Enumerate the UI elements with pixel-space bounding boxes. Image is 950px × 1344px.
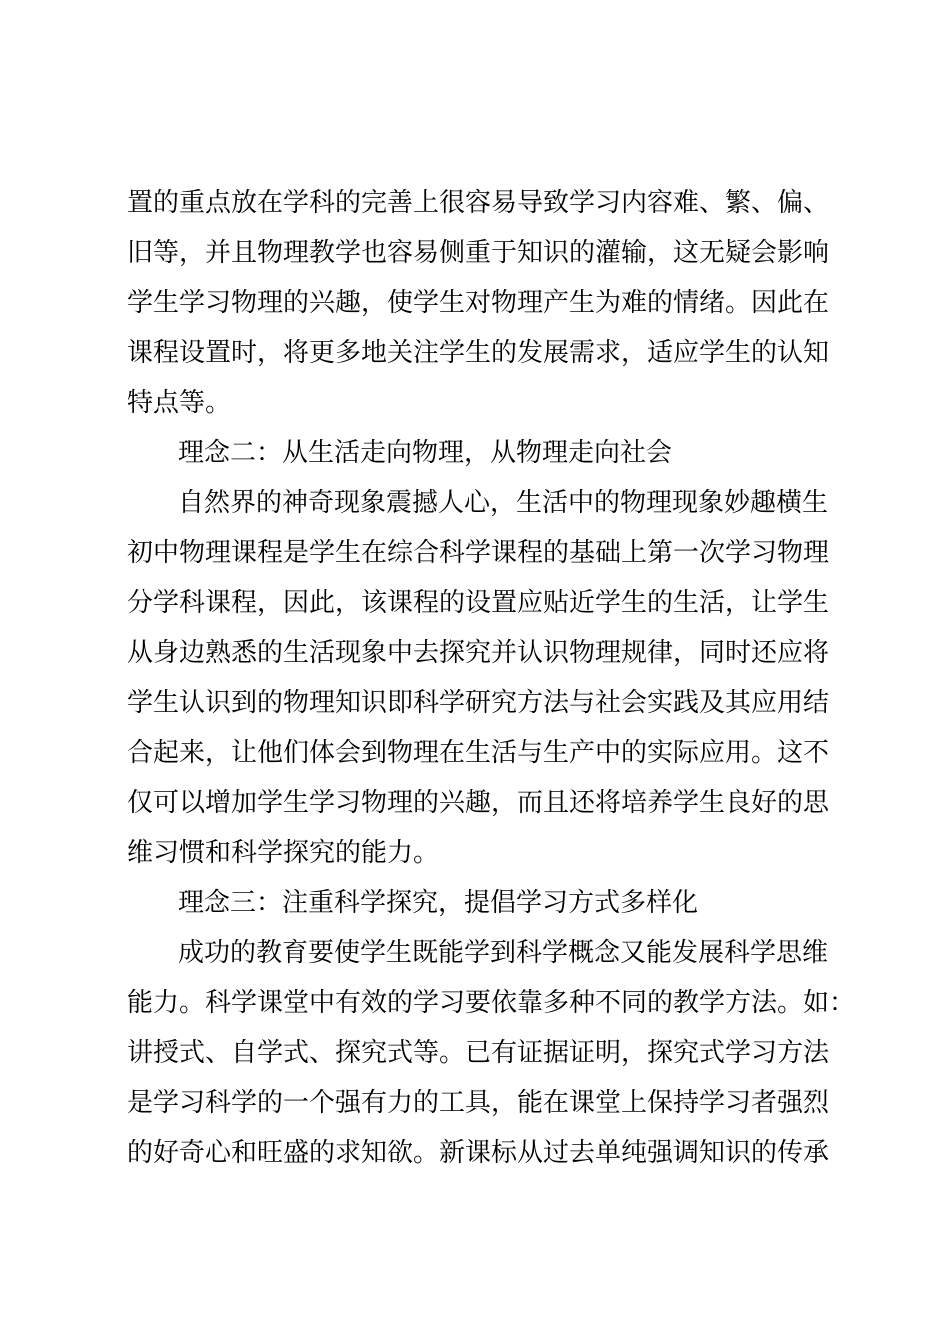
text-line: 是学习科学的一个强有力的工具，能在课堂上保持学习者强烈 [127, 1088, 830, 1118]
section-heading-concept-three: 理念三：注重科学探究，提倡学习方式多样化 [178, 888, 699, 918]
paragraph-start: 成功的教育要使学生既能学到科学概念又能发展科学思维 [178, 938, 829, 968]
text-line: 从身边熟悉的生活现象中去探究并认识物理规律，同时还应将 [127, 638, 830, 668]
section-heading-concept-two: 理念二：从生活走向物理，从物理走向社会 [178, 438, 673, 468]
body-text [127, 178, 856, 1178]
paragraph-start: 自然界的神奇现象震撼人心，生活中的物理现象妙趣横生 [178, 488, 829, 518]
text-line: 能力。科学课堂中有效的学习要依靠多种不同的教学方法。如： [127, 988, 856, 1018]
text-line: 置的重点放在学科的完善上很容易导致学习内容难、繁、偏、 [127, 188, 830, 218]
text-line: 的好奇心和旺盛的求知欲。新课标从过去单纯强调知识的传承 [127, 1138, 830, 1168]
text-line: 旧等，并且物理教学也容易侧重于知识的灌输，这无疑会影响 [127, 238, 830, 268]
text-line: 合起来，让他们体会到物理在生活与生产中的实际应用。这不 [127, 738, 830, 768]
text-line: 学生认识到的物理知识即科学研究方法与社会实践及其应用结 [127, 688, 830, 718]
text-line: 维习惯和科学探究的能力。 [127, 838, 440, 868]
text-line: 学生学习物理的兴趣，使学生对物理产生为难的情绪。因此在 [127, 288, 830, 318]
text-line: 初中物理课程是学生在综合科学课程的基础上第一次学习物理 [127, 538, 830, 568]
text-line: 仅可以增加学生学习物理的兴趣，而且还将培养学生良好的思 [127, 788, 830, 818]
text-line: 分学科课程，因此，该课程的设置应贴近学生的生活，让学生 [127, 588, 830, 618]
text-line: 特点等。 [127, 388, 232, 418]
text-line: 课程设置时，将更多地关注学生的发展需求，适应学生的认知 [127, 338, 830, 368]
text-line: 讲授式、自学式、探究式等。已有证据证明，探究式学习方法 [127, 1038, 830, 1068]
